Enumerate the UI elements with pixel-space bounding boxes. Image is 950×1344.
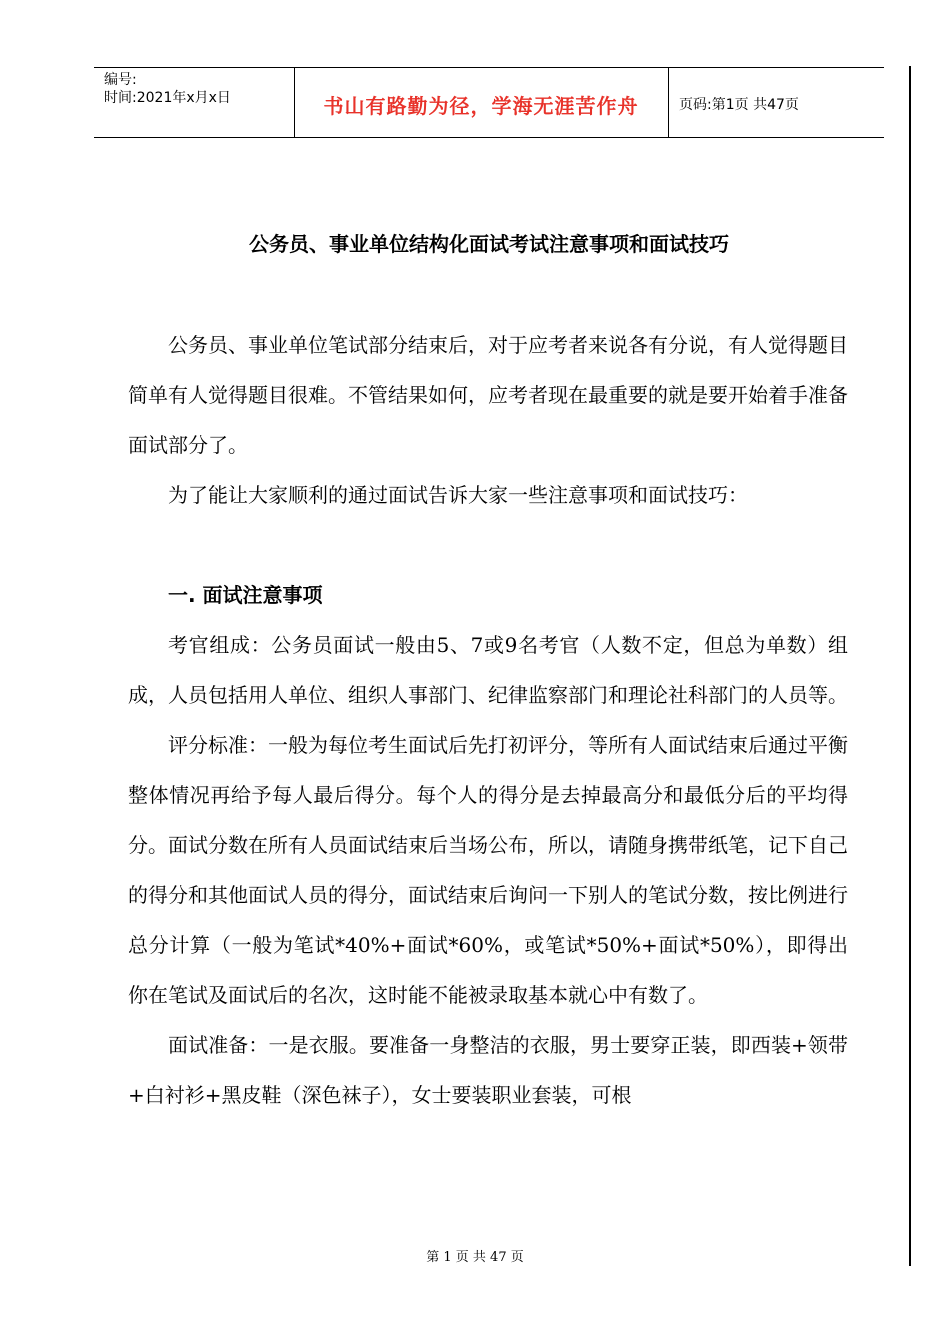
doc-time-label: 时间:2021年x月x日: [104, 90, 231, 106]
document-body: [128, 320, 848, 1120]
section-heading: 一. 面试注意事项: [168, 583, 323, 607]
section-paragraph: 评分标准：一般为每位考生面试后先打初评分，等所有人面试结束后通过平衡整体情况再给予每人最后得分。每个人的得分是去掉最高分和最低分后的平均得分。面试分数在所有人员面试结束后当场公布，所以，请随身携带纸笔，记下自己的得分和其他面试人员的得分，面试结束后询问一下别人的笔试分数，按比例进行总分计算（一般为笔试*40%+面试*60%，或笔试*50%+面试*50%），即得出你在笔试及面试后的名次，这时能不能被录取基本就心中有数了。: [128, 733, 848, 1007]
intro-paragraph: 公务员、事业单位笔试部分结束后，对于应考者来说各有分说，有人觉得题目简单有人觉得题目很难。不管结果如何，应考者现在最重要的就是要开始着手准备面试部分了。: [128, 333, 848, 457]
right-margin-rule: [909, 66, 911, 1266]
section-paragraph: 面试准备：一是衣服。要准备一身整洁的衣服，男士要穿正装，即西装+领带+白衬衫+黑皮鞋（深色袜子），女士要装职业套装，可根: [128, 1033, 848, 1107]
doc-number-label: 编号:: [104, 72, 137, 88]
header-motto-cell: [294, 68, 669, 137]
header-page-info: 页码:第1页 共47页: [679, 97, 799, 113]
page-footer: 第 1 页 共 47 页: [426, 1250, 524, 1265]
intro-paragraph: 为了能让大家顺利的通过面试告诉大家一些注意事项和面试技巧：: [168, 483, 748, 507]
page-header: [94, 67, 884, 138]
header-motto: 书山有路勤为径，学海无涯苦作舟: [323, 94, 639, 118]
section-paragraph: 考官组成：公务员面试一般由5、7或9名考官（人数不定，但总为单数）组成，人员包括用人单位、组织人事部门、纪律监察部门和理论社科部门的人员等。: [128, 633, 848, 707]
spacer: [128, 520, 848, 570]
header-meta-cell: [94, 68, 295, 137]
header-page-cell: [669, 68, 884, 137]
document-title: 公务员、事业单位结构化面试考试注意事项和面试技巧: [249, 232, 729, 256]
